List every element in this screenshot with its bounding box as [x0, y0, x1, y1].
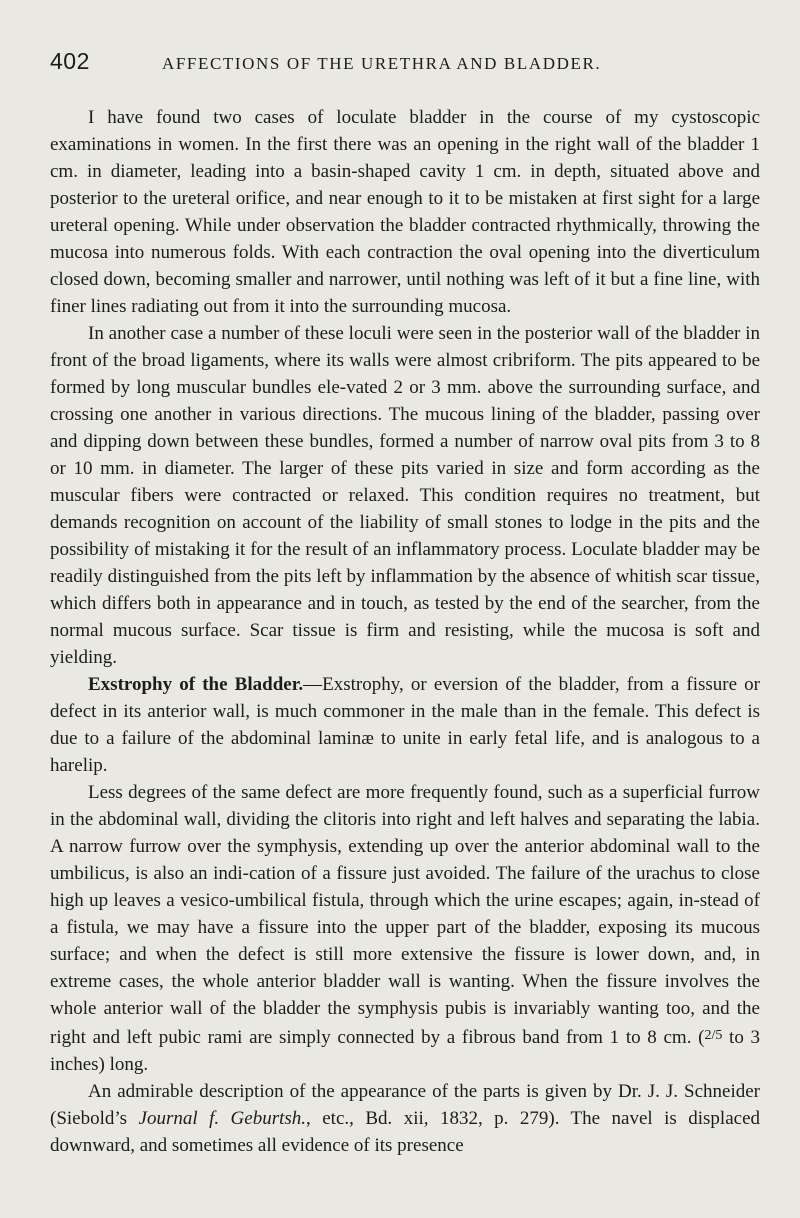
- running-head: [50, 48, 760, 84]
- paragraph-exstrophy-text: —Exstrophy, or eversion of the bladder, from a fissure or defect in its anterior wall, is much commoner in the male than in the female. This defect is due to a failure of the abdominal laminæ to unite in early fetal life, and is analogous to a harelip.: [50, 674, 760, 776]
- paragraph-less-degrees-text: Less degrees of the same defect are more frequently found, such as a superficial furrow in the abdominal wall, dividing the clitoris into right and left halves and separating the labia. A narrow furrow over the symphysis, extending up over the anterior abdominal wall to the umbilicus, is also an indi-cation of a fissure just avoided. The failure of the urachus to close high up leaves a vesico-umbilical fistula, through which the urine escapes; again, in-stead of a fistula, we may have a fissure into the upper part of the bladder, exposing its mucous surface; and when the defect is still more extensive the fissure is lower down, and, in extreme cases, the whole anterior bladder wall is wanting. When the fissure involves the whole anterior wall of the bladder the symphysis pubis is invariably wanting too, and the right and left pubic rami are simply connected by a fibrous band from 1 to 8 cm. (: [50, 782, 760, 1048]
- page-number: 402: [50, 48, 90, 74]
- section-heading-exstrophy: Exstrophy of the Bladder.: [88, 674, 304, 695]
- paragraph-loculate-cases: I have found two cases of loculate bladder in the course of my cystoscopic examinations in women. In the first there was an opening in the right wall of the bladder 1 cm. in diameter, leading into a basin-shaped cavity 1 cm. in depth, situated above and posterior to the ureteral orifice, and near enough to it to be mistaken at first sight for a large ureteral opening. While under observation the bladder contracted rhythmically, throwing the mucosa into numerous folds. With each contraction the oval opening into the diverticulum closed down, becoming smaller and narrower, until nothing was left of it but a fine line, with finer lines radiating out from it into the surrounding mucosa.: [50, 107, 760, 317]
- fraction: 2/5: [704, 1028, 723, 1043]
- paragraph-schneider-description: [50, 1078, 760, 1159]
- paragraph-exstrophy: [50, 671, 760, 779]
- journal-title: Journal f. Geburtsh.: [138, 1108, 307, 1129]
- paragraph-less-degrees-end: to 3 inches) long.: [50, 1027, 761, 1075]
- paragraph-less-degrees: [50, 779, 760, 1078]
- paragraph-schneider-end: , etc., Bd. xii, 1832, p. 279). The navel is displaced downward, and sometimes all evidence of its presence: [50, 1108, 761, 1156]
- body-text: [50, 104, 760, 1159]
- paragraph-schneider-text: An admirable description of the appearance of the parts is given by Dr. J. J. Schneider (Siebold’s: [50, 1081, 760, 1129]
- running-title: AFFECTIONS OF THE URETHRA AND BLADDER.: [162, 54, 602, 73]
- paragraph-loculi-posterior-wall: In another case a number of these loculi were seen in the posterior wall of the bladder in front of the broad ligaments, where its walls were almost cribriform. The pits appeared to be formed by long muscular bundles ele-vated 2 or 3 mm. above the surrounding surface, and crossing one another in various directions. The mucous lining of the bladder, passing over and dipping down between these bundles, formed a number of narrow oval pits from 3 to 8 or 10 mm. in diameter. The larger of these pits varied in size and form according as the muscular fibers were contracted or relaxed. This condition requires no treatment, but demands recognition on account of the liability of small stones to lodge in the pits and the possibility of mistaking it for the result of an inflammatory process. Loculate bladder may be readily distinguished from the pits left by inflammation by the absence of whitish scar tissue, which differs both in appearance and in touch, as tested by the end of the searcher, from the normal mucous surface. Scar tissue is firm and resisting, while the mucosa is soft and yielding.: [50, 323, 760, 668]
